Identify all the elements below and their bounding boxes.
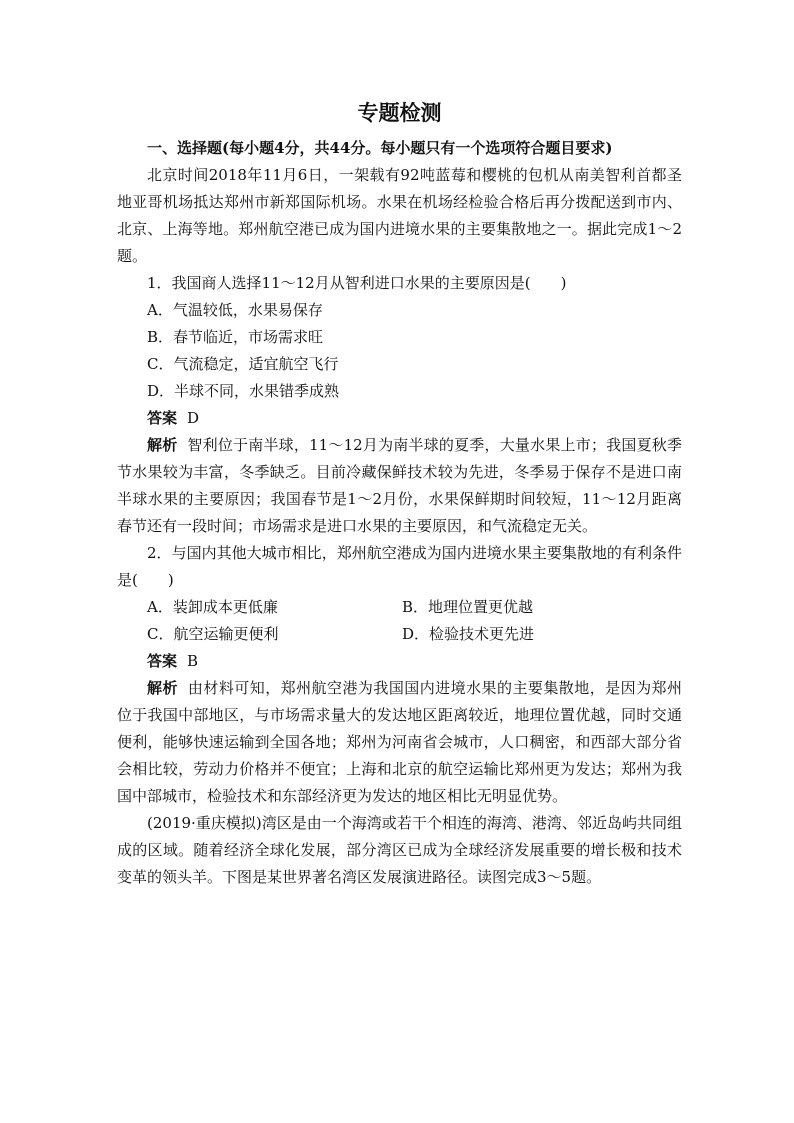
section-header: 一、选择题(每小题4分，共44分。每小题只有一个选项符合题目要求) — [147, 139, 613, 157]
question-1-stem: 1．我国商人选择11～12月从智利进口水果的主要原因是( ) — [147, 274, 567, 292]
question-1-option-d: D．半球不同，水果错季成熟 — [147, 382, 340, 400]
question-2-stem: 2．与国内其他大城市相比，郑州航空港成为国内进境水果主要集散地的有利条件是( ) — [117, 544, 682, 589]
analysis-label: 解析 — [147, 436, 178, 454]
question-1-answer — [117, 405, 682, 432]
question-1-option-a: A．气温较低，水果易保存 — [147, 301, 323, 319]
answer-value: D — [187, 409, 200, 427]
question-2-options-row-2 — [117, 621, 682, 648]
answer-value: B — [187, 652, 199, 670]
answer-label: 答案 — [147, 409, 178, 427]
document-page — [117, 97, 682, 891]
analysis-text: 由材料可知，郑州航空港为我国国内进境水果的主要集散地，是因为郑州位于我国中部地区，与市场需求量大的发达地区距离较近，地理位置优越，同时交通便利，能够快速运输到全国各地；郑州为河南省会城市，人口稠密，和西部大部分省会相比较，劳动力价格并不便宜；上海和北京的航空运输比郑州更为发达；郑州为我国中部城市，检验技术和东部经济更为发达的地区相比无明显优势。 — [117, 679, 682, 805]
question-2-option-a: A．装卸成本更低廉 — [147, 598, 278, 616]
question-2-options-row-1 — [117, 594, 682, 621]
question-2-option-b: B．地理位置更优越 — [402, 598, 534, 616]
question-2-option-d: D．检验技术更先进 — [402, 625, 535, 643]
question-2-analysis — [117, 675, 682, 810]
analysis-label: 解析 — [147, 679, 178, 697]
material-paragraph-2: (2019·重庆模拟)湾区是由一个海湾或若干个相连的海湾、港湾、邻近岛屿共同组成的区域。随着经济全球化发展，部分湾区已成为全球经济发展重要的增长极和技术变革的领头羊。下图是某世界著名湾区发展演进路径。读图完成3～5题。 — [117, 814, 682, 886]
question-1-analysis — [117, 432, 682, 540]
question-1-option-b: B．春节临近，市场需求旺 — [147, 328, 324, 346]
question-2-answer — [117, 648, 682, 675]
analysis-text: 智利位于南半球，11～12月为南半球的夏季，大量水果上市；我国夏秋季节水果较为丰富，冬季缺乏。目前冷藏保鲜技术较为先进，冬季易于保存不是进口南半球水果的主要原因；我国春节是1～2月份，水果保鲜期时间较短，11～12月距离春节还有一段时间；市场需求是进口水果的主要原因，和气流稳定无关。 — [117, 436, 682, 535]
answer-label: 答案 — [147, 652, 178, 670]
question-1-option-c: C．气流稳定，适宜航空飞行 — [147, 355, 339, 373]
material-paragraph-1: 北京时间2018年11月6日，一架载有92吨蓝莓和樱桃的包机从南美智利首都圣地亚哥机场抵达郑州市新郑国际机场。水果在机场经检验合格后再分拨配送到市内、北京、上海等地。郑州航空港已成为国内进境水果的主要集散地之一。据此完成1～2题。 — [117, 166, 682, 265]
page-title: 专题检测 — [357, 101, 442, 125]
question-2-option-c: C．航空运输更便利 — [147, 625, 279, 643]
